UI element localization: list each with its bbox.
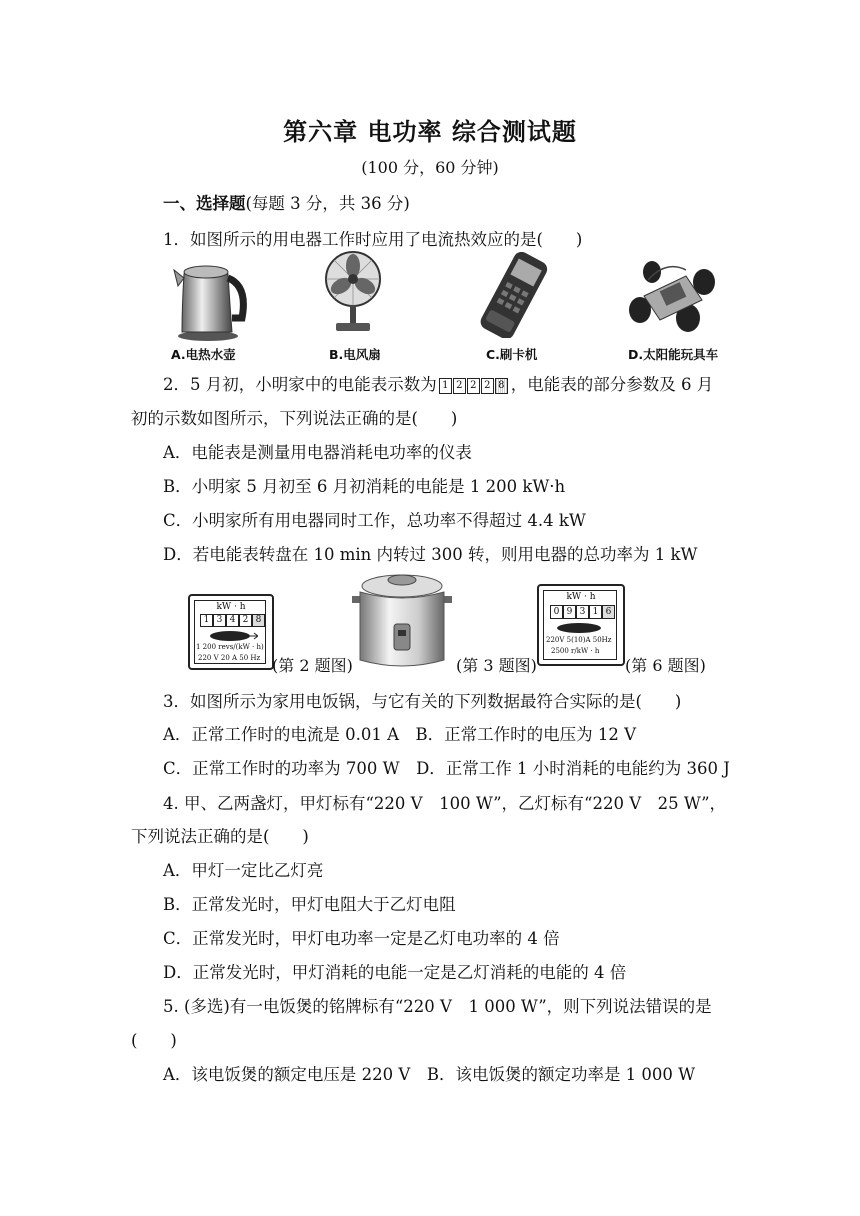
question-2-stem-a: 2．5 月初，小明家中的电能表示数为 <box>163 375 437 394</box>
caption-d: D.太阳能玩具车 <box>628 347 719 362</box>
meter-1-figure <box>188 594 274 670</box>
meter-1-line2: 220 V 20 A 50 Hz <box>198 654 261 662</box>
meter-1-digit: 4 <box>226 614 239 627</box>
reading-digit: 1 <box>439 378 452 394</box>
meter-1-line1: 1 200 revs/(kW · h) <box>196 643 264 651</box>
caption-c: C.刷卡机 <box>486 347 538 362</box>
question-5-stem-line2: ( ) <box>131 1031 177 1050</box>
option-4a: A．甲灯一定比乙灯亮 <box>163 861 324 880</box>
question-1-stem: 1．如图所示的用电器工作时应用了电流热效应的是( ) <box>163 230 583 249</box>
reading-digit: 2 <box>467 378 480 394</box>
section-note: (每题 3 分，共 36 分) <box>245 194 410 213</box>
meter-1-digit: 8 <box>252 614 265 627</box>
caption-b: B.电风扇 <box>329 347 381 362</box>
option-4d: D．正常发光时，甲灯消耗的电能一定是乙灯消耗的电能的 4 倍 <box>163 963 627 982</box>
meter-2-disc-icon <box>551 622 609 634</box>
question-5-stem-line1: 5. (多选)有一电饭煲的铭牌标有“220 V 1 000 W”，则下列说法错误的是 <box>163 997 712 1016</box>
option-2c: C．小明家所有用电器同时工作，总功率不得超过 4.4 kW <box>163 511 586 530</box>
meter-reading-box <box>439 378 509 394</box>
caption-a: A.电热水壶 <box>171 347 236 362</box>
reading-digit: 8 <box>495 378 508 394</box>
option-4b: B．正常发光时，甲灯电阻大于乙灯电阻 <box>163 895 456 914</box>
option-2b: B．小明家 5 月初至 6 月初消耗的电能是 1 200 kW·h <box>163 477 566 496</box>
figure-2-caption: (第 2 题图) <box>272 656 353 675</box>
kettle-image <box>170 256 250 342</box>
meter-1-digit: 3 <box>213 614 226 627</box>
question-4-stem-line2: 下列说法正确的是( ) <box>131 827 309 846</box>
question-2-stem-line1 <box>163 371 713 395</box>
meter-2-unit: kW · h <box>566 592 596 602</box>
meter-2-line2: 2500 r/kW · h <box>551 647 600 655</box>
options-5-row1: A．该电饭煲的额定电压是 220 V B．该电饭煲的额定功率是 1 000 W <box>163 1065 696 1084</box>
card-reader-image <box>470 252 556 338</box>
option-2d: D．若电能表转盘在 10 min 内转过 300 转，则用电器的总功率为 1 kW <box>163 545 698 564</box>
meter-2-figure <box>537 584 625 666</box>
meter-1-digit: 1 <box>200 614 213 627</box>
question-4-stem-line1: 4. 甲、乙两盏灯，甲灯标有“220 V 100 W”，乙灯标有“220 V 25 W”， <box>163 794 727 813</box>
section-heading <box>163 190 410 214</box>
options-3-row2: C．正常工作时的功率为 700 W D．正常工作 1 小时消耗的电能约为 360 J <box>163 759 730 778</box>
page-title: 第六章 电功率 综合测试题 <box>283 118 577 146</box>
figure-6-caption: (第 6 题图) <box>625 656 706 675</box>
meter-2-digit: 3 <box>576 605 589 619</box>
meter-2-line1: 220V 5(10)A 50Hz <box>546 636 612 644</box>
question-3-stem: 3．如图所示为家用电饭锅，与它有关的下列数据最符合实际的是( ) <box>163 692 682 711</box>
option-2a: A．电能表是测量用电器消耗电功率的仪表 <box>163 443 472 462</box>
options-3-row1: A．正常工作时的电流是 0.01 A B．正常工作时的电压为 12 V <box>163 725 637 744</box>
meter-2-digit: 6 <box>602 605 615 619</box>
solar-car-image <box>626 256 718 336</box>
fan-image <box>322 250 384 334</box>
meter-2-digit: 1 <box>589 605 602 619</box>
meter-1-digits <box>200 614 265 627</box>
meter-1-digit: 2 <box>239 614 252 627</box>
option-4c: C．正常发光时，甲灯电功率一定是乙灯电功率的 4 倍 <box>163 929 560 948</box>
meter-2-digit: 9 <box>563 605 576 619</box>
question-2-stem-line2: 初的示数如图所示，下列说法正确的是( ) <box>131 409 458 428</box>
section-label: 一、选择题 <box>163 194 246 213</box>
figure-3-caption: (第 3 题图) <box>456 656 537 675</box>
page-subtitle: (100 分，60 分钟) <box>361 158 499 177</box>
meter-1-unit: kW · h <box>216 602 246 612</box>
reading-digit: 2 <box>481 378 494 394</box>
meter-2-digit: 0 <box>550 605 563 619</box>
meter-2-digits <box>550 605 615 619</box>
rice-cooker-image <box>350 570 454 672</box>
reading-digit: 2 <box>453 378 466 394</box>
question-2-stem-b: ，电能表的部分参数及 6 月 <box>510 375 714 394</box>
meter-1-disc-icon <box>204 630 258 642</box>
